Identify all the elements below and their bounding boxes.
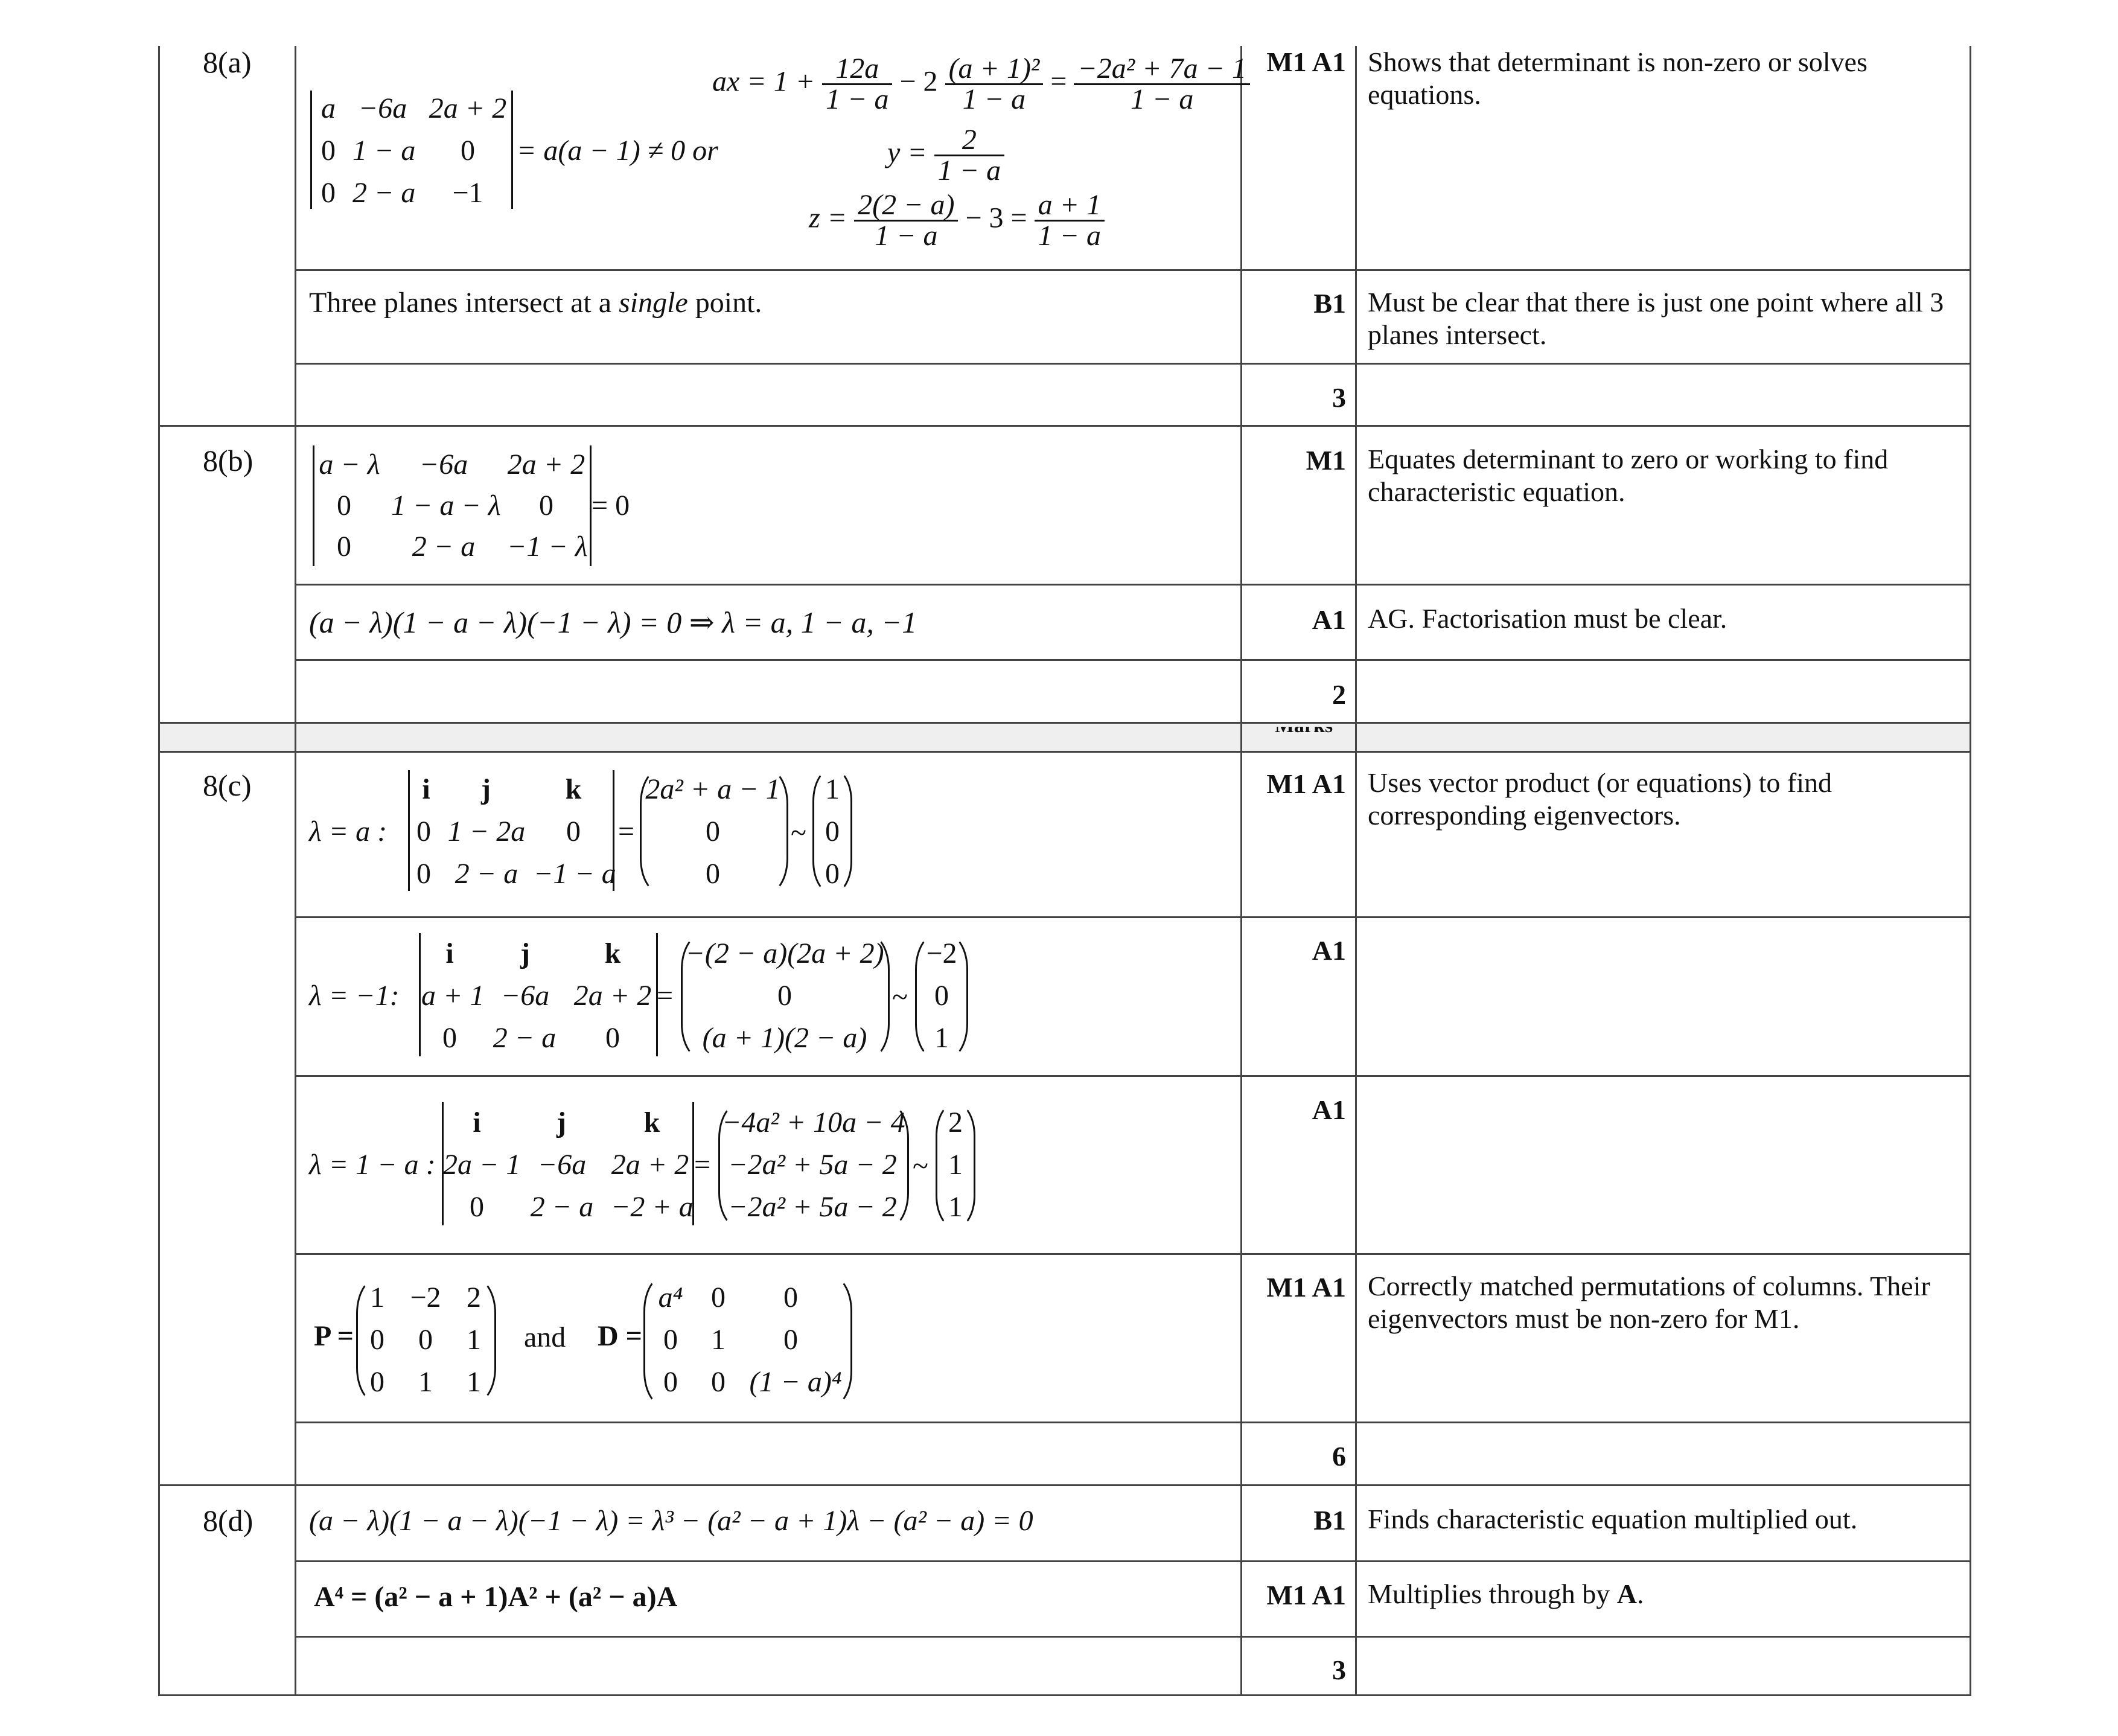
guidance-8b-1: Equates determinant to zero or working to find characteristic equation. bbox=[1368, 444, 1889, 507]
p-cell: 0 bbox=[370, 1366, 384, 1398]
statement-post: point. bbox=[687, 287, 762, 319]
denominator: 1 − a bbox=[1130, 83, 1194, 115]
det-cell: 0 bbox=[566, 815, 581, 847]
equals: = bbox=[657, 980, 674, 1012]
row-line-bottom bbox=[158, 1694, 1971, 1696]
det-cell: −1 − λ bbox=[507, 531, 588, 563]
row-line bbox=[295, 916, 1971, 918]
tilde: ~ bbox=[791, 817, 806, 849]
vec-cell: 0 bbox=[777, 980, 792, 1012]
y-lhs: y = bbox=[887, 136, 927, 169]
eig-cell: 0 bbox=[825, 815, 840, 847]
det-cell: k bbox=[565, 773, 582, 805]
equals: = bbox=[694, 1149, 711, 1181]
d-cell: a⁴ bbox=[658, 1281, 683, 1313]
guidance-pre: Multiplies through by bbox=[1368, 1578, 1617, 1609]
det-cell: 0 bbox=[321, 177, 336, 209]
marks-8b-1: M1 bbox=[1306, 445, 1346, 476]
total-8a: 3 bbox=[1332, 382, 1346, 413]
y-equation bbox=[887, 126, 1004, 185]
fraction bbox=[822, 54, 892, 114]
a4-equation: A⁴ = (a² − a + 1)A² + (a² − a)A bbox=[314, 1581, 678, 1613]
d-cell: 0 bbox=[783, 1324, 798, 1356]
vec-cell: −(2 − a)(2a + 2) bbox=[685, 937, 884, 969]
denominator: 1 − a bbox=[962, 83, 1026, 115]
det-cell: a bbox=[321, 92, 336, 124]
marks-8c-3: A1 bbox=[1312, 1094, 1346, 1125]
fraction bbox=[1035, 191, 1105, 251]
numerator: −2a² + 7a − 1 bbox=[1074, 54, 1250, 85]
denominator: 1 − a bbox=[875, 220, 938, 252]
statement-pre: Three planes intersect at a bbox=[309, 287, 619, 319]
z-equation bbox=[809, 191, 1105, 251]
vec-cell: −2a² + 5a − 2 bbox=[728, 1149, 897, 1181]
det-cell: 0 bbox=[337, 490, 351, 522]
numerator: a + 1 bbox=[1035, 191, 1105, 222]
vec-cell: 0 bbox=[706, 815, 720, 847]
vec-cell: 0 bbox=[706, 858, 720, 890]
tilde: ~ bbox=[913, 1150, 928, 1182]
denominator: 1 − a bbox=[937, 155, 1001, 187]
eig-cell: 1 bbox=[934, 1022, 949, 1054]
p-cell: −2 bbox=[410, 1281, 441, 1313]
det-cell: k bbox=[643, 1106, 660, 1138]
row-line bbox=[158, 425, 1971, 427]
determinant-result: = a(a − 1) ≠ 0 or bbox=[517, 135, 718, 167]
marks-8c-2: A1 bbox=[1312, 935, 1346, 966]
det-cell: 2a + 2 bbox=[507, 448, 585, 480]
question-label-8a: 8(a) bbox=[203, 45, 252, 79]
det-cell: 0 bbox=[416, 858, 431, 890]
total-8b: 2 bbox=[1332, 679, 1346, 710]
det-cell: i bbox=[473, 1106, 481, 1138]
p-cell: 0 bbox=[418, 1324, 433, 1356]
row-line bbox=[295, 1253, 1971, 1255]
row-line bbox=[158, 1484, 1971, 1486]
eig-cell: 0 bbox=[825, 858, 840, 890]
guidance-8c-1: Uses vector product (or equations) to find corresponding eigenvectors. bbox=[1368, 767, 1833, 831]
det-cell: 0 bbox=[321, 135, 336, 167]
grid-line-left bbox=[158, 46, 160, 1696]
p-cell: 1 bbox=[418, 1366, 433, 1398]
question-label-8d: 8(d) bbox=[203, 1504, 254, 1537]
guidance-8d-1: Finds characteristic equation multiplied out. bbox=[1368, 1504, 1858, 1534]
ax-lhs: ax = 1 + bbox=[712, 65, 815, 98]
p-cell: 2 bbox=[467, 1281, 481, 1313]
det-cell: 0 bbox=[605, 1022, 620, 1054]
z-mid: − 3 = bbox=[965, 202, 1027, 234]
determinant-result: = 0 bbox=[592, 490, 630, 522]
vec-cell: 2a² + a − 1 bbox=[645, 773, 780, 805]
marks-8d-1: B1 bbox=[1313, 1505, 1346, 1536]
det-cell: a + 1 bbox=[421, 980, 485, 1012]
det-cell: 2a − 1 bbox=[443, 1149, 521, 1181]
fraction bbox=[934, 126, 1004, 185]
d-cell: 0 bbox=[783, 1281, 798, 1313]
row-line bbox=[295, 584, 1971, 586]
p-cell: 1 bbox=[370, 1281, 384, 1313]
total-8d: 3 bbox=[1332, 1655, 1346, 1685]
det-cell: 2a + 2 bbox=[429, 92, 507, 124]
det-cell: 2 − a bbox=[412, 531, 476, 563]
and-word: and bbox=[524, 1321, 566, 1353]
marks-8c-4: M1 A1 bbox=[1266, 1272, 1346, 1303]
guidance-8a-1: Shows that determinant is non-zero or solves equations. bbox=[1368, 46, 1868, 110]
equals: = bbox=[618, 815, 635, 847]
row-line bbox=[295, 269, 1971, 271]
det-cell: j bbox=[520, 937, 530, 969]
statement-8a bbox=[309, 289, 762, 318]
det-cell: i bbox=[445, 937, 454, 969]
fraction bbox=[1074, 54, 1250, 114]
guidance-8a-2: Must be clear that there is just one point where all 3 planes intersect. bbox=[1368, 287, 1944, 350]
d-cell: 0 bbox=[711, 1281, 726, 1313]
row-line bbox=[158, 722, 1971, 724]
det-cell: 2 − a bbox=[493, 1022, 557, 1054]
d-cell: (1 − a)⁴ bbox=[749, 1366, 842, 1398]
denominator: 1 − a bbox=[826, 83, 889, 115]
row-line bbox=[295, 1560, 1971, 1562]
p-cell: 1 bbox=[467, 1366, 481, 1398]
row-line bbox=[295, 1636, 1971, 1638]
det-cell: 0 bbox=[539, 490, 553, 522]
det-cell: 2 − a bbox=[530, 1191, 594, 1223]
statement-emphasis: single bbox=[619, 287, 688, 319]
p-cell: 1 bbox=[467, 1324, 481, 1356]
guidance-8b-2: AG. Factorisation must be clear. bbox=[1368, 603, 1727, 634]
marks-8a-2: B1 bbox=[1313, 288, 1346, 319]
p-cell: 0 bbox=[370, 1324, 384, 1356]
guidance-post: . bbox=[1636, 1578, 1644, 1609]
vec-cell: −2a² + 5a − 2 bbox=[728, 1191, 897, 1223]
fraction bbox=[945, 54, 1044, 114]
det-cell: a − λ bbox=[319, 448, 380, 480]
det-cell: −1 − a bbox=[534, 858, 616, 890]
numerator: 2 bbox=[934, 126, 1004, 156]
guidance-bold: A bbox=[1616, 1578, 1637, 1609]
guidance-8d-2 bbox=[1368, 1578, 1959, 1610]
eig-cell: 0 bbox=[934, 980, 949, 1012]
vec-cell: −4a² + 10a − 4 bbox=[722, 1106, 905, 1138]
vec-cell: (a + 1)(2 − a) bbox=[702, 1022, 867, 1054]
det-cell: 0 bbox=[337, 531, 351, 563]
det-cell: 1 − a bbox=[352, 135, 416, 167]
eig-cell: −2 bbox=[926, 937, 957, 969]
det-cell: −6a bbox=[500, 980, 550, 1012]
marks-8b-2: A1 bbox=[1312, 604, 1346, 635]
det-cell: 2a + 2 bbox=[573, 980, 652, 1012]
tilde: ~ bbox=[892, 981, 908, 1013]
grid-line-guidance bbox=[1355, 46, 1357, 1696]
det-cell: −6a bbox=[419, 448, 468, 480]
numerator: 12a bbox=[822, 54, 892, 85]
det-cell: k bbox=[604, 937, 621, 969]
d-cell: 1 bbox=[711, 1324, 726, 1356]
marks-8c-1: M1 A1 bbox=[1266, 768, 1346, 799]
row-line bbox=[158, 751, 1971, 753]
row-line bbox=[295, 363, 1971, 365]
d-cell: 0 bbox=[663, 1366, 678, 1398]
grid-line-marks bbox=[1240, 46, 1242, 1696]
ax-equation bbox=[712, 54, 1250, 114]
det-cell: 0 bbox=[461, 135, 475, 167]
eig-cell: 1 bbox=[948, 1191, 963, 1223]
question-label-8c: 8(c) bbox=[203, 768, 252, 802]
denominator: 1 − a bbox=[1038, 220, 1101, 252]
minus-two: − 2 bbox=[899, 65, 938, 98]
row-line bbox=[295, 1422, 1971, 1423]
equals: = bbox=[1050, 65, 1067, 98]
total-8c: 6 bbox=[1332, 1441, 1346, 1472]
grid-line-answer bbox=[295, 46, 296, 1696]
det-cell: j bbox=[481, 773, 491, 805]
eig-cell: 2 bbox=[948, 1106, 963, 1138]
question-label-8b: 8(b) bbox=[203, 444, 254, 477]
det-cell: −6a bbox=[537, 1149, 587, 1181]
det-cell: 0 bbox=[442, 1022, 457, 1054]
d-cell: 0 bbox=[711, 1366, 726, 1398]
row-line bbox=[295, 1075, 1971, 1077]
row-line bbox=[295, 659, 1971, 661]
det-cell: i bbox=[422, 773, 430, 805]
fraction bbox=[854, 191, 958, 251]
numerator: 2(2 − a) bbox=[854, 191, 958, 222]
lambda-a-label: λ = a : bbox=[309, 815, 388, 847]
det-cell: j bbox=[557, 1106, 566, 1138]
marks-8d-2: M1 A1 bbox=[1266, 1580, 1346, 1610]
det-cell: 1 − 2a bbox=[447, 815, 526, 847]
d-cell: 0 bbox=[663, 1324, 678, 1356]
lambda-1-minus-a-label: λ = 1 − a : bbox=[309, 1149, 436, 1181]
grid-line-right bbox=[1970, 46, 1971, 1696]
det-cell: −1 bbox=[452, 177, 483, 209]
guidance-8c-4: Correctly matched permutations of columns. Their eigenvectors must be non-zero for M1. bbox=[1368, 1271, 1930, 1334]
lambda-minus1-label: λ = −1: bbox=[309, 980, 400, 1012]
matrix-P-label: P = bbox=[314, 1320, 354, 1352]
repeated-header-strip bbox=[158, 724, 1971, 752]
det-cell: −6a bbox=[358, 92, 407, 124]
det-cell: −2 + a bbox=[611, 1191, 694, 1223]
det-cell: 0 bbox=[416, 815, 431, 847]
eig-cell: 1 bbox=[948, 1149, 963, 1181]
matrix-D-label: D = bbox=[598, 1320, 643, 1352]
numerator: (a + 1)² bbox=[945, 54, 1044, 85]
det-cell: 0 bbox=[470, 1191, 484, 1223]
eig-cell: 1 bbox=[825, 773, 840, 805]
det-cell: 2 − a bbox=[352, 177, 416, 209]
det-cell: 2a + 2 bbox=[611, 1149, 689, 1181]
factorisation-8b: (a − λ)(1 − a − λ)(−1 − λ) = 0 ⇒ λ = a, 1 − a, −1 bbox=[309, 605, 917, 639]
characteristic-equation: (a − λ)(1 − a − λ)(−1 − λ) = λ³ − (a² − a + 1)λ − (a² − a) = 0 bbox=[309, 1505, 1033, 1537]
z-lhs: z = bbox=[809, 202, 847, 234]
det-cell: 1 − a − λ bbox=[391, 490, 501, 522]
det-cell: 2 − a bbox=[455, 858, 518, 890]
marks-8a-1: M1 A1 bbox=[1266, 46, 1346, 77]
